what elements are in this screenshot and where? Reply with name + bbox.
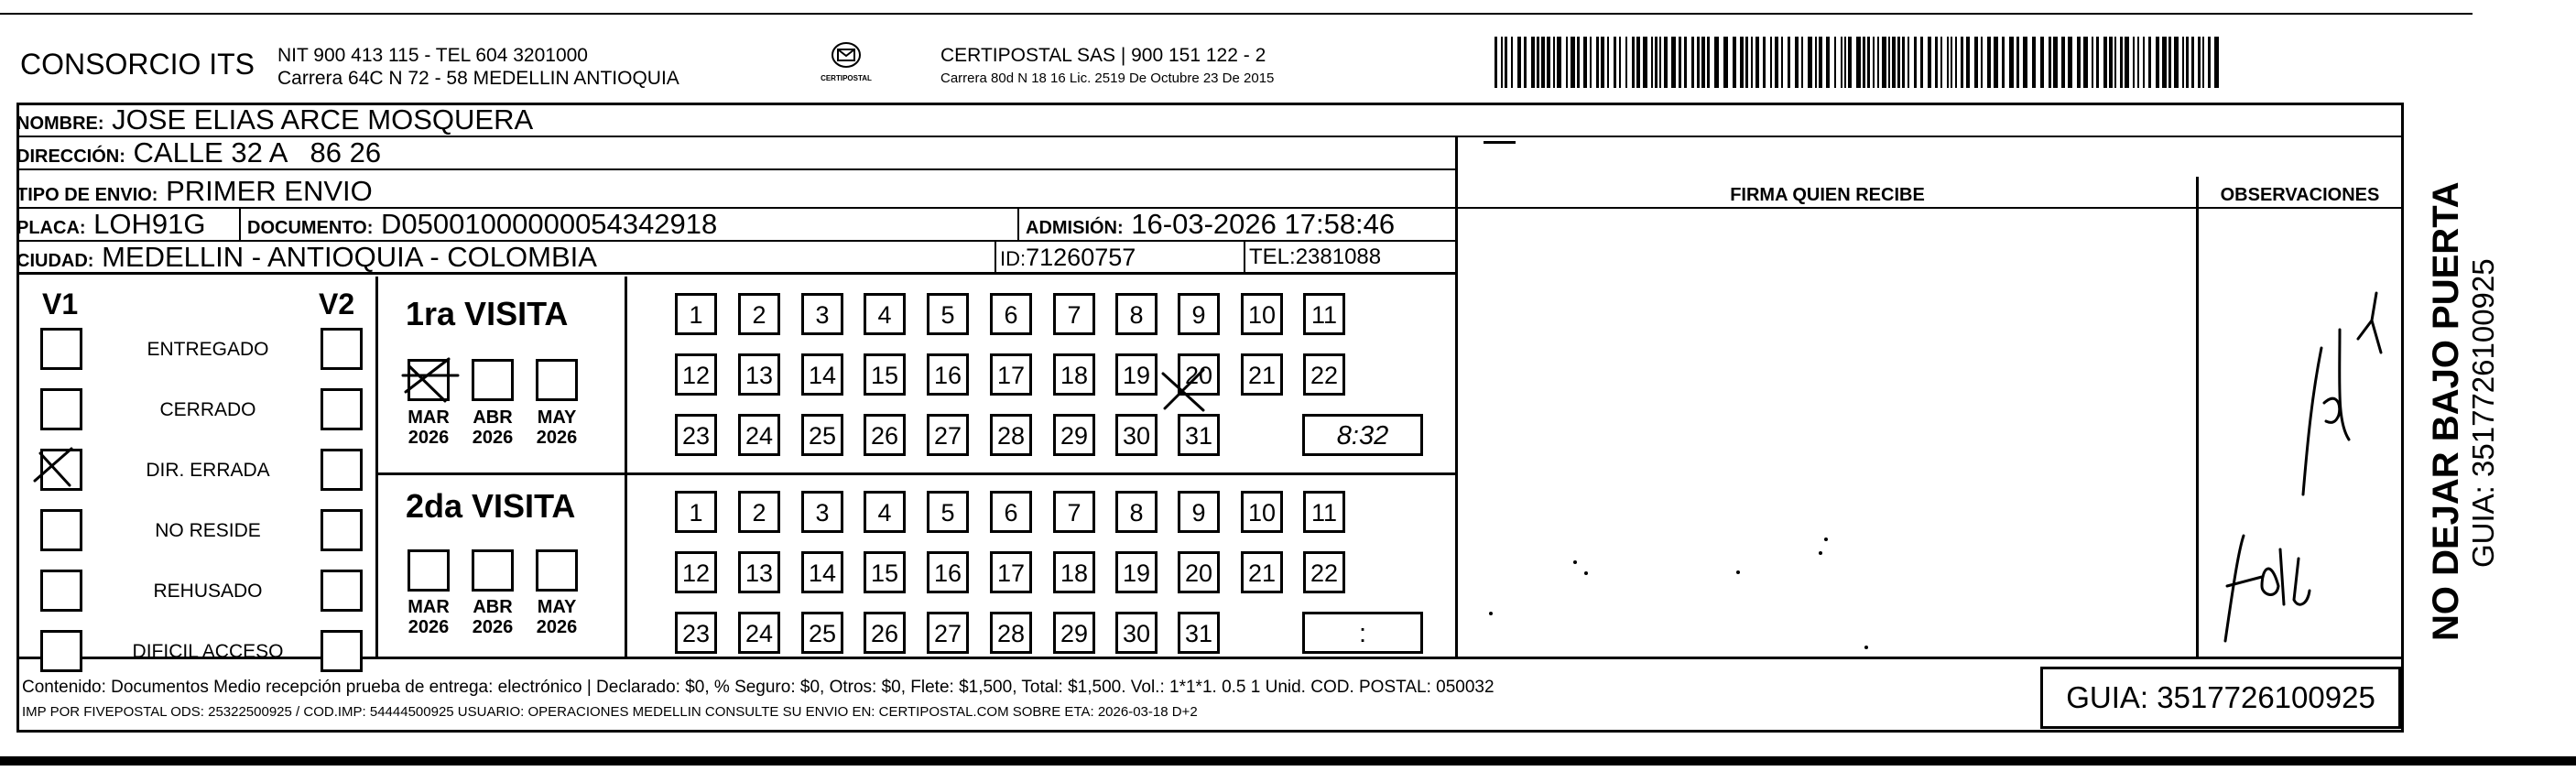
month-name: MAR [408,407,450,428]
month-year: 2026 [408,428,450,448]
guia-box: GUIA: 3517726100925 [2040,667,2401,729]
bottom-rule [0,756,2576,766]
top-rule [0,13,2473,15]
barcode-bar [1863,37,1865,88]
first-visit-day[interactable]: 20 [1178,353,1220,396]
barcode-bar [1882,37,1886,88]
second-visit-day[interactable]: 7 [1053,491,1095,533]
v1-checkbox[interactable] [40,509,82,551]
v1-checkbox[interactable] [40,570,82,612]
admission: 16-03-2026 17:58:46 [1131,208,1396,240]
barcode-bar [1511,37,1513,88]
courier-name: CERTIPOSTAL SAS | 900 151 122 - 2 [940,45,1266,66]
barcode-bar [2114,37,2116,88]
barcode-bar [2174,37,2179,88]
v2-checkbox[interactable] [321,449,363,491]
second-visit-day[interactable]: 15 [864,551,906,593]
barcode-bar [2096,37,2099,88]
barcode-bar [1537,37,1539,88]
barcode-bar [1834,37,1836,88]
barcode-bar [2182,37,2184,88]
barcode-graphic [1495,37,2223,88]
second-visit-day[interactable]: 27 [927,612,969,654]
barcode-bar [2049,37,2051,88]
v2-header: V2 [319,288,355,320]
barcode-bar [1892,37,1896,88]
month-year: 2026 [472,428,514,448]
barcode-bar [1517,37,1521,88]
barcode-bar [1501,37,1503,88]
barcode-bar [1920,37,1923,88]
second-visit-day[interactable]: 3 [801,491,843,533]
first-visit-day[interactable]: 16 [927,353,969,396]
barcode-bar [1987,37,1991,88]
barcode-bar [2109,37,2113,88]
month-name: ABR [473,407,513,428]
barcode-bar [1643,37,1647,88]
barcode-bar [1908,37,1909,88]
barcode-bar [1723,37,1728,88]
barcode-bar [1659,37,1661,88]
barcode-bar [2168,37,2171,88]
first-visit-day[interactable]: 26 [864,414,906,456]
barcode-bar [1897,37,1900,88]
barcode-bar [1524,37,1527,88]
city: MEDELLIN - ANTIOQUIA - COLOMBIA [102,241,597,273]
barcode-bar [2002,37,2005,88]
first-month-box[interactable] [472,359,514,401]
name-row [16,104,2401,137]
v1-header: V1 [42,288,79,320]
second-month-box[interactable] [408,549,450,592]
first-month-box[interactable] [536,359,578,401]
barcode-bar [2191,37,2194,88]
month-year: 2026 [536,428,578,448]
barcode-bar [2077,37,2081,88]
id-value: 71260757 [1026,244,1136,271]
barcode-bar [1935,37,1938,88]
side-notice [2426,181,2466,641]
ship-type-label: TIPO DE ENVIO: [16,185,158,205]
plate-label: PLACA: [16,218,86,238]
city-row [16,242,1457,275]
first-visit-day[interactable]: 1 [675,293,717,335]
first-visit-day[interactable]: 9 [1178,293,1220,335]
barcode-bar [1701,37,1705,88]
second-month-box[interactable] [536,549,578,592]
footer-line-2: IMP POR FIVEPOSTAL ODS: 25322500925 / COD.IMP: 54444500925 USUARIO: OPERACIONES MEDELLIN CONSULTE SU ENVIO EN: CERTIPOSTAL.COM SOBRE ETA: 2026-03-18 D+2 [22,704,1198,720]
barcode-bar [1553,37,1555,88]
barcode-bar [1596,37,1599,88]
first-visit-day[interactable]: 30 [1115,414,1158,456]
status-label: ENTREGADO [147,339,269,360]
month-name: ABR [473,597,513,617]
barcode-bar [1928,37,1931,88]
barcode-bar [1763,37,1766,88]
document-label: DOCUMENTO: [247,218,374,238]
observations-header: OBSERVACIONES [2220,185,2380,205]
month-label [464,597,521,637]
company-name: CONSORCIO ITS [20,48,255,81]
month-name: MAY [537,597,577,617]
second-visit-day[interactable]: 26 [864,612,906,654]
barcode-bar [1873,37,1875,88]
second-visit-hour[interactable]: : [1302,612,1423,654]
barcode-bar [2103,37,2107,88]
plate: LOH91G [93,208,206,240]
second-visit-day[interactable]: 4 [864,491,906,533]
second-visit-day[interactable]: 2 [738,491,780,533]
month-label [464,407,521,448]
barcode-bar [1974,37,1978,88]
month-label [528,597,585,637]
barcode-bar [1566,37,1568,88]
barcode-bar [2137,37,2139,88]
barcode-bar [1590,37,1592,88]
barcode-bar [1815,37,1817,88]
barcode-bar [1877,37,1879,88]
first-visit-day[interactable]: 10 [1241,293,1283,335]
barcode-bar [1691,37,1694,88]
id-block [1000,242,1136,275]
first-visit-day[interactable]: 22 [1303,353,1345,396]
barcode-bar [2023,37,2027,88]
second-visit-day[interactable]: 16 [927,551,969,593]
v1-checkbox[interactable] [40,328,82,370]
barcode-bar [1636,37,1640,88]
address-row [16,137,1457,170]
second-visit-day[interactable]: 5 [927,491,969,533]
second-visit-day[interactable]: 22 [1303,551,1345,593]
barcode-bar [1801,37,1803,88]
month-name: MAY [537,407,577,428]
admission-block [1026,209,1395,244]
ship-type: PRIMER ENVIO [166,175,373,207]
status-divider [375,277,378,659]
barcode-bar [1577,37,1580,88]
side-line-1: NO DEJAR BAJO PUERTA [2426,181,2466,641]
v1-checkbox[interactable] [40,388,82,430]
tel-label: TEL: [1249,244,1296,269]
barcode-bar [1844,37,1846,88]
barcode-bar [2083,37,2088,88]
name-label: NOMBRE: [16,114,104,134]
barcode-bar [1531,37,1535,88]
barcode-bar [1795,37,1799,88]
barcode-bar [1940,37,1942,88]
barcode-bar [1651,37,1653,88]
barcode-bar [2208,37,2211,88]
tel-value: 2381088 [1295,244,1382,269]
barcode-bar [1808,37,1812,88]
barcode-bar [2214,37,2219,88]
side-guia [2466,258,2501,568]
side-line-2: GUIA: 3517726100925 [2466,258,2500,568]
barcode-bar [1745,37,1748,88]
visit-divider-v [625,277,627,659]
second-visit-day[interactable]: 29 [1053,612,1095,654]
barcode-bar [2143,37,2145,88]
certipostal-logo [813,40,879,86]
barcode-bar [1902,37,1905,88]
barcode-bar [1947,37,1949,88]
barcode-bar [2061,37,2065,88]
barcode-bar [1914,37,1917,88]
barcode-bar [1888,37,1890,88]
barcode-bar [1632,37,1635,88]
first-visit-day[interactable]: 17 [990,353,1032,396]
barcode-bar [2125,37,2129,88]
second-visit-day[interactable]: 12 [675,551,717,593]
barcode-bar [2092,37,2093,88]
barcode-bar [1505,37,1507,88]
second-visit-title: 2da VISITA [406,487,576,525]
signature-top-line [1484,141,1516,144]
barcode-bar [1781,37,1783,88]
plate-sep [239,209,241,240]
second-visit-day[interactable]: 30 [1115,612,1158,654]
month-year: 2026 [472,617,514,637]
month-label [400,407,457,448]
second-visit-day[interactable]: 1 [675,491,717,533]
document: D05001000000054342918 [381,208,718,240]
barcode-bar [1607,37,1609,88]
barcode-bar [1664,37,1668,88]
admission-label: ADMISIÓN: [1026,218,1124,238]
second-visit-day[interactable]: 31 [1178,612,1220,654]
barcode-bar [2016,37,2019,88]
status-label: DIFICIL ACCESO [132,641,284,662]
barcode-bar [2186,37,2189,88]
second-visit-day[interactable]: 13 [738,551,780,593]
recipient-address: CALLE 32 A 86 26 [133,136,382,168]
envelope-icon [828,40,864,70]
barcode-bar [2120,37,2123,88]
first-visit-day[interactable]: 7 [1053,293,1095,335]
first-visit-day[interactable]: 21 [1241,353,1283,396]
second-visit-day[interactable]: 6 [990,491,1032,533]
first-visit-day[interactable]: 31 [1178,414,1220,456]
month-name: MAR [408,597,450,617]
first-visit-day[interactable]: 25 [801,414,843,456]
document-block [247,209,717,244]
barcode-bar [1547,37,1550,88]
first-visit-day[interactable]: 29 [1053,414,1095,456]
barcode-bar [1679,37,1681,88]
barcode-bar [1981,37,1983,88]
barcode-bar [1495,37,1497,88]
status-label: REHUSADO [153,581,263,602]
first-visit-title: 1ra VISITA [406,295,569,332]
barcode-bar [2162,37,2167,88]
first-month-box[interactable] [408,359,450,401]
month-label [528,407,585,448]
observations-divider [2196,177,2199,659]
second-visit-day[interactable]: 20 [1178,551,1220,593]
barcode-bar [1788,37,1790,88]
v2-checkbox[interactable] [321,328,363,370]
first-visit-day[interactable]: 15 [864,353,906,396]
second-visit-day[interactable]: 11 [1303,491,1345,533]
status-label: NO RESIDE [155,520,261,541]
first-visit-day[interactable]: 12 [675,353,717,396]
address-label: DIRECCIÓN: [16,147,125,167]
second-visit-day[interactable]: 8 [1115,491,1158,533]
first-visit-day[interactable]: 27 [927,414,969,456]
barcode-bar [1770,37,1772,88]
first-visit-day[interactable]: 13 [738,353,780,396]
second-visit-day[interactable]: 23 [675,612,717,654]
company-info [277,44,679,90]
city-label: CIUDAD: [16,251,94,271]
recipient-name: JOSE ELIAS ARCE MOSQUERA [112,103,534,136]
first-visit-day[interactable]: 19 [1115,353,1158,396]
barcode-bar [1994,37,1998,88]
barcode-bar [1684,37,1687,88]
barcode-bar [1707,37,1710,88]
barcode-bar [1714,37,1719,88]
barcode-bar [2198,37,2201,88]
barcode-bar [1966,37,1970,88]
barcode-bar [1697,37,1700,88]
second-visit-day[interactable]: 17 [990,551,1032,593]
side-divider [2401,136,2404,659]
barcode-bar [1733,37,1736,88]
v2-checkbox[interactable] [321,388,363,430]
plate-row [16,209,1457,242]
barcode-bar [1655,37,1658,88]
second-visit-day[interactable]: 10 [1241,491,1283,533]
first-visit-day[interactable]: 28 [990,414,1032,456]
status-label: DIR. ERRADA [146,460,270,481]
barcode-bar [1961,37,1963,88]
first-visit-day[interactable]: 11 [1303,293,1345,335]
barcode-bar [1819,37,1822,88]
company-address: Carrera 64C N 72 - 58 MEDELLIN ANTIOQUIA [277,68,679,89]
barcode-bar [2068,37,2072,88]
second-visit-day[interactable]: 21 [1241,551,1283,593]
first-visit-hour[interactable]: 8:32 [1302,414,1423,456]
barcode-bar [2009,37,2014,88]
barcode-bar [2032,37,2036,88]
first-visit-day[interactable]: 6 [990,293,1032,335]
barcode-bar [1671,37,1676,88]
second-visit-day[interactable]: 24 [738,612,780,654]
tel-sep [1244,242,1245,272]
logo-text: CERTIPOSTAL [821,74,872,82]
barcode-bar [1775,37,1778,88]
second-visit-day[interactable]: 14 [801,551,843,593]
month-label [400,597,457,637]
first-visit-day[interactable]: 18 [1053,353,1095,396]
status-label: CERRADO [159,399,256,420]
second-visit-day[interactable]: 18 [1053,551,1095,593]
second-visit-day[interactable]: 9 [1178,491,1220,533]
barcode-bar [1541,37,1545,88]
first-visit-day[interactable]: 5 [927,293,969,335]
second-visit-day[interactable]: 28 [990,612,1032,654]
barcode-bar [1571,37,1575,88]
admission-sep [1017,209,1019,240]
barcode-bar [2156,37,2159,88]
barcode-bar [1755,37,1759,88]
barcode [1495,37,2223,88]
barcode-bar [1601,37,1604,88]
barcode-bar [2202,37,2204,88]
first-visit-day[interactable]: 14 [801,353,843,396]
v1-checkbox[interactable] [40,449,82,491]
barcode-bar [1826,37,1830,88]
barcode-bar [2148,37,2151,88]
barcode-bar [1848,37,1852,88]
barcode-bar [2133,37,2135,88]
second-visit-day[interactable]: 25 [801,612,843,654]
tel-block [1249,242,1381,273]
barcode-bar [1955,37,1957,88]
courier-license: Carrera 80d N 18 16 Lic. 2519 De Octubre 23 De 2015 [940,71,1275,86]
month-year: 2026 [408,617,450,637]
barcode-bar [1751,37,1753,88]
footer-line-1: Contenido: Documentos Medio recepción prueba de entrega: electrónico | Declarado: $0, % Seguro: $0, Otros: $0, Flete: $1,500, Total: $1,500. Vol.: 1*1*1. 0.5 1 Unid. COD. POSTAL: 050032 [22,678,1495,697]
first-visit-day[interactable]: 23 [675,414,717,456]
v2-checkbox[interactable] [321,570,363,612]
first-visit-day[interactable]: 4 [864,293,906,335]
barcode-bar [1619,37,1621,88]
barcode-bar [1867,37,1870,88]
courier-info [940,44,1274,90]
barcode-bar [1625,37,1627,88]
first-visit-day[interactable]: 24 [738,414,780,456]
first-visit-day[interactable]: 8 [1115,293,1158,335]
barcode-bar [1841,37,1842,88]
first-visit-day[interactable]: 3 [801,293,843,335]
ship-row [16,176,2401,209]
id-label: ID: [1000,247,1027,270]
month-year: 2026 [536,617,578,637]
barcode-bar [1557,37,1561,88]
second-month-box[interactable] [472,549,514,592]
barcode-bar [1951,37,1952,88]
barcode-bar [1856,37,1861,88]
barcode-bar [1583,37,1587,88]
signature-header: FIRMA QUIEN RECIBE [1730,185,1925,205]
barcode-bar [2053,37,2058,88]
visit-divider-h [375,472,1455,475]
nit-line: NIT 900 413 115 - TEL 604 3201000 [277,45,588,66]
second-visit-day[interactable]: 19 [1115,551,1158,593]
barcode-bar [1614,37,1616,88]
id-sep [995,242,996,272]
v2-checkbox[interactable] [321,509,363,551]
barcode-bar [1740,37,1744,88]
barcode-bar [2040,37,2044,88]
first-visit-day[interactable]: 2 [738,293,780,335]
